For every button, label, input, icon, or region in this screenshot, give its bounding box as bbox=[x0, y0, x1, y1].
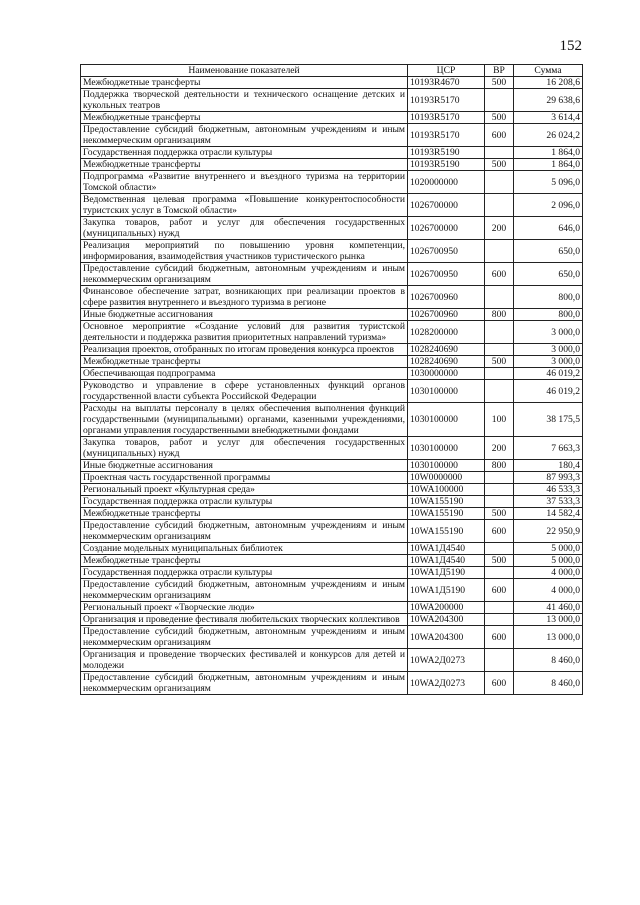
row-sum: 1 864,0 bbox=[514, 159, 583, 171]
row-name: Создание модельных муниципальных библиотек bbox=[81, 543, 408, 555]
row-vr: 800 bbox=[485, 309, 514, 321]
row-csr: 1028240690 bbox=[408, 356, 485, 368]
row-sum: 5 096,0 bbox=[514, 171, 583, 194]
row-csr: 1026700000 bbox=[408, 217, 485, 240]
table-row bbox=[81, 543, 583, 555]
row-csr: 10WA155190 bbox=[408, 508, 485, 520]
row-sum: 3 000,0 bbox=[514, 344, 583, 356]
row-csr: 10WA155190 bbox=[408, 496, 485, 508]
row-sum: 8 460,0 bbox=[514, 649, 583, 672]
table-row bbox=[81, 626, 583, 649]
row-csr: 10WA2Д0273 bbox=[408, 649, 485, 672]
row-name: Руководство и управление в сфере установленных функций органов государственной власти субъекта Российской Федерации bbox=[81, 380, 408, 403]
row-vr bbox=[485, 567, 514, 579]
table-row bbox=[81, 472, 583, 484]
row-sum: 646,0 bbox=[514, 217, 583, 240]
row-name: Реализация мероприятий по повышению уровня компетенции, информирования, взаимодействия участников туристического рынка bbox=[81, 240, 408, 263]
table-row bbox=[81, 171, 583, 194]
table-row bbox=[81, 567, 583, 579]
row-vr: 200 bbox=[485, 437, 514, 460]
row-name: Государственная поддержка отрасли культуры bbox=[81, 496, 408, 508]
row-sum: 4 000,0 bbox=[514, 567, 583, 579]
row-csr: 1030100000 bbox=[408, 437, 485, 460]
row-sum: 4 000,0 bbox=[514, 579, 583, 602]
row-name: Предоставление субсидий бюджетным, автономным учреждениям и иным некоммерческим организациям bbox=[81, 124, 408, 147]
row-name: Расходы на выплаты персоналу в целях обеспечения выполнения функций государственными (муниципальными) органами, казенными учреждениями, органами управления государственными внебюджетными фондами bbox=[81, 403, 408, 437]
table-row bbox=[81, 263, 583, 286]
row-name: Закупка товаров, работ и услуг для обеспечения государственных (муниципальных) нужд bbox=[81, 437, 408, 460]
row-vr: 500 bbox=[485, 356, 514, 368]
row-sum: 26 024,2 bbox=[514, 124, 583, 147]
row-vr bbox=[485, 240, 514, 263]
row-sum: 650,0 bbox=[514, 263, 583, 286]
row-name: Организация и проведение творческих фестивалей и конкурсов для детей и молодежи bbox=[81, 649, 408, 672]
row-vr: 500 bbox=[485, 555, 514, 567]
row-name: Региональный проект «Творческие люди» bbox=[81, 602, 408, 614]
table-row bbox=[81, 496, 583, 508]
table-row bbox=[81, 344, 583, 356]
row-vr: 600 bbox=[485, 579, 514, 602]
row-name: Межбюджетные трансферты bbox=[81, 508, 408, 520]
row-csr: 1026700950 bbox=[408, 263, 485, 286]
table-row bbox=[81, 368, 583, 380]
row-sum: 37 533,3 bbox=[514, 496, 583, 508]
row-csr: 1026700950 bbox=[408, 240, 485, 263]
row-csr: 10WA2Д0273 bbox=[408, 672, 485, 695]
row-vr bbox=[485, 194, 514, 217]
row-vr bbox=[485, 380, 514, 403]
header-csr: ЦСР bbox=[408, 65, 485, 77]
page-number: 152 bbox=[559, 38, 582, 54]
row-sum: 3 000,0 bbox=[514, 321, 583, 344]
row-sum: 46 019,2 bbox=[514, 380, 583, 403]
row-csr: 1026700960 bbox=[408, 286, 485, 309]
table-row bbox=[81, 484, 583, 496]
row-name: Иные бюджетные ассигнования bbox=[81, 460, 408, 472]
row-vr bbox=[485, 321, 514, 344]
row-csr: 10WA100000 bbox=[408, 484, 485, 496]
row-vr: 600 bbox=[485, 626, 514, 649]
row-csr: 1020000000 bbox=[408, 171, 485, 194]
table-row bbox=[81, 89, 583, 112]
table-row bbox=[81, 217, 583, 240]
row-sum: 180,4 bbox=[514, 460, 583, 472]
row-vr bbox=[485, 171, 514, 194]
row-vr: 600 bbox=[485, 520, 514, 543]
row-name: Межбюджетные трансферты bbox=[81, 159, 408, 171]
table-row bbox=[81, 649, 583, 672]
row-name: Реализация проектов, отобранных по итогам проведения конкурса проектов bbox=[81, 344, 408, 356]
table-row bbox=[81, 460, 583, 472]
row-csr: 10WA204300 bbox=[408, 614, 485, 626]
row-name: Межбюджетные трансферты bbox=[81, 356, 408, 368]
row-csr: 10WA1Д4540 bbox=[408, 555, 485, 567]
row-csr: 10WA200000 bbox=[408, 602, 485, 614]
row-name: Подпрограмма «Развитие внутреннего и въездного туризма на территории Томской области» bbox=[81, 171, 408, 194]
table-row bbox=[81, 602, 583, 614]
row-csr: 10WA1Д4540 bbox=[408, 543, 485, 555]
table-row bbox=[81, 194, 583, 217]
row-csr: 10WA1Д5190 bbox=[408, 567, 485, 579]
row-vr: 200 bbox=[485, 217, 514, 240]
table-row bbox=[81, 380, 583, 403]
row-csr: 10193R5170 bbox=[408, 112, 485, 124]
row-sum: 800,0 bbox=[514, 286, 583, 309]
row-name: Государственная поддержка отрасли культуры bbox=[81, 147, 408, 159]
row-csr: 10193R5170 bbox=[408, 89, 485, 112]
table-row bbox=[81, 403, 583, 437]
row-sum: 13 000,0 bbox=[514, 626, 583, 649]
row-vr: 500 bbox=[485, 112, 514, 124]
row-name: Основное мероприятие «Создание условий для развития туристской деятельности и поддержка развития приоритетных направлений туризма» bbox=[81, 321, 408, 344]
row-sum: 38 175,5 bbox=[514, 403, 583, 437]
row-name: Предоставление субсидий бюджетным, автономным учреждениям и иным некоммерческим организациям bbox=[81, 263, 408, 286]
row-vr: 500 bbox=[485, 159, 514, 171]
row-sum: 46 019,2 bbox=[514, 368, 583, 380]
row-vr bbox=[485, 602, 514, 614]
row-vr: 500 bbox=[485, 508, 514, 520]
table-row bbox=[81, 672, 583, 695]
row-sum: 13 000,0 bbox=[514, 614, 583, 626]
row-csr: 1030100000 bbox=[408, 380, 485, 403]
row-vr: 100 bbox=[485, 403, 514, 437]
row-name: Государственная поддержка отрасли культуры bbox=[81, 567, 408, 579]
row-vr bbox=[485, 484, 514, 496]
row-vr bbox=[485, 147, 514, 159]
table-row bbox=[81, 614, 583, 626]
row-name: Ведомственная целевая программа «Повышение конкурентоспособности туристских услуг в Томской области» bbox=[81, 194, 408, 217]
row-sum: 8 460,0 bbox=[514, 672, 583, 695]
row-vr: 800 bbox=[485, 460, 514, 472]
row-csr: 10WA155190 bbox=[408, 520, 485, 543]
table-row bbox=[81, 356, 583, 368]
row-sum: 800,0 bbox=[514, 309, 583, 321]
row-csr: 10193R5170 bbox=[408, 124, 485, 147]
table-row bbox=[81, 321, 583, 344]
table-header-row bbox=[81, 65, 583, 77]
row-vr bbox=[485, 344, 514, 356]
row-csr: 1026700960 bbox=[408, 309, 485, 321]
row-csr: 10W0000000 bbox=[408, 472, 485, 484]
row-vr: 600 bbox=[485, 672, 514, 695]
row-csr: 10WA204300 bbox=[408, 626, 485, 649]
row-sum: 5 000,0 bbox=[514, 555, 583, 567]
row-csr: 1028240690 bbox=[408, 344, 485, 356]
row-csr: 1030100000 bbox=[408, 460, 485, 472]
row-sum: 16 208,6 bbox=[514, 77, 583, 89]
row-name: Межбюджетные трансферты bbox=[81, 112, 408, 124]
row-vr bbox=[485, 286, 514, 309]
row-name: Обеспечивающая подпрограмма bbox=[81, 368, 408, 380]
row-name: Поддержка творческой деятельности и технического оснащение детских и кукольных театров bbox=[81, 89, 408, 112]
row-name: Межбюджетные трансферты bbox=[81, 77, 408, 89]
row-vr bbox=[485, 472, 514, 484]
row-name: Предоставление субсидий бюджетным, автономным учреждениям и иным некоммерческим организациям bbox=[81, 672, 408, 695]
row-name: Закупка товаров, работ и услуг для обеспечения государственных (муниципальных) нужд bbox=[81, 217, 408, 240]
table-row bbox=[81, 240, 583, 263]
table-row bbox=[81, 147, 583, 159]
table-row bbox=[81, 309, 583, 321]
row-vr: 600 bbox=[485, 124, 514, 147]
row-sum: 41 460,0 bbox=[514, 602, 583, 614]
row-vr bbox=[485, 614, 514, 626]
row-vr bbox=[485, 649, 514, 672]
row-name: Организация и проведение фестиваля любительских творческих коллективов bbox=[81, 614, 408, 626]
row-name: Предоставление субсидий бюджетным, автономным учреждениям и иным некоммерческим организациям bbox=[81, 579, 408, 602]
header-sum: Сумма bbox=[514, 65, 583, 77]
row-vr bbox=[485, 368, 514, 380]
row-sum: 1 864,0 bbox=[514, 147, 583, 159]
row-sum: 3 000,0 bbox=[514, 356, 583, 368]
table-row bbox=[81, 437, 583, 460]
row-sum: 650,0 bbox=[514, 240, 583, 263]
table-row bbox=[81, 159, 583, 171]
table-row bbox=[81, 579, 583, 602]
row-csr: 10193R5190 bbox=[408, 147, 485, 159]
row-sum: 87 993,3 bbox=[514, 472, 583, 484]
row-vr: 600 bbox=[485, 263, 514, 286]
row-name: Межбюджетные трансферты bbox=[81, 555, 408, 567]
row-name: Иные бюджетные ассигнования bbox=[81, 309, 408, 321]
table-row bbox=[81, 112, 583, 124]
header-vr: ВР bbox=[485, 65, 514, 77]
header-name: Наименование показателей bbox=[81, 65, 408, 77]
row-name: Финансовое обеспечение затрат, возникающих при реализации проектов в сфере развития внутреннего и въездного туризма в регионе bbox=[81, 286, 408, 309]
row-name: Предоставление субсидий бюджетным, автономным учреждениям и иным некоммерческим организациям bbox=[81, 626, 408, 649]
table-row bbox=[81, 286, 583, 309]
row-csr: 10193R4670 bbox=[408, 77, 485, 89]
row-name: Предоставление субсидий бюджетным, автономным учреждениям и иным некоммерческим организациям bbox=[81, 520, 408, 543]
row-csr: 10193R5190 bbox=[408, 159, 485, 171]
row-csr: 10WA1Д5190 bbox=[408, 579, 485, 602]
row-csr: 1026700000 bbox=[408, 194, 485, 217]
row-name: Региональный проект «Культурная среда» bbox=[81, 484, 408, 496]
table-row bbox=[81, 77, 583, 89]
row-csr: 1030100000 bbox=[408, 403, 485, 437]
table-row bbox=[81, 555, 583, 567]
table-row bbox=[81, 520, 583, 543]
row-vr: 500 bbox=[485, 77, 514, 89]
row-sum: 5 000,0 bbox=[514, 543, 583, 555]
row-vr bbox=[485, 543, 514, 555]
row-name: Проектная часть государственной программы bbox=[81, 472, 408, 484]
row-sum: 46 533,3 bbox=[514, 484, 583, 496]
row-csr: 1028200000 bbox=[408, 321, 485, 344]
row-sum: 2 096,0 bbox=[514, 194, 583, 217]
row-csr: 1030000000 bbox=[408, 368, 485, 380]
row-sum: 22 950,9 bbox=[514, 520, 583, 543]
budget-table bbox=[80, 64, 583, 695]
row-sum: 14 582,4 bbox=[514, 508, 583, 520]
table-row bbox=[81, 124, 583, 147]
table-row bbox=[81, 508, 583, 520]
row-vr bbox=[485, 496, 514, 508]
row-sum: 7 663,3 bbox=[514, 437, 583, 460]
row-sum: 3 614,4 bbox=[514, 112, 583, 124]
row-sum: 29 638,6 bbox=[514, 89, 583, 112]
row-vr bbox=[485, 89, 514, 112]
